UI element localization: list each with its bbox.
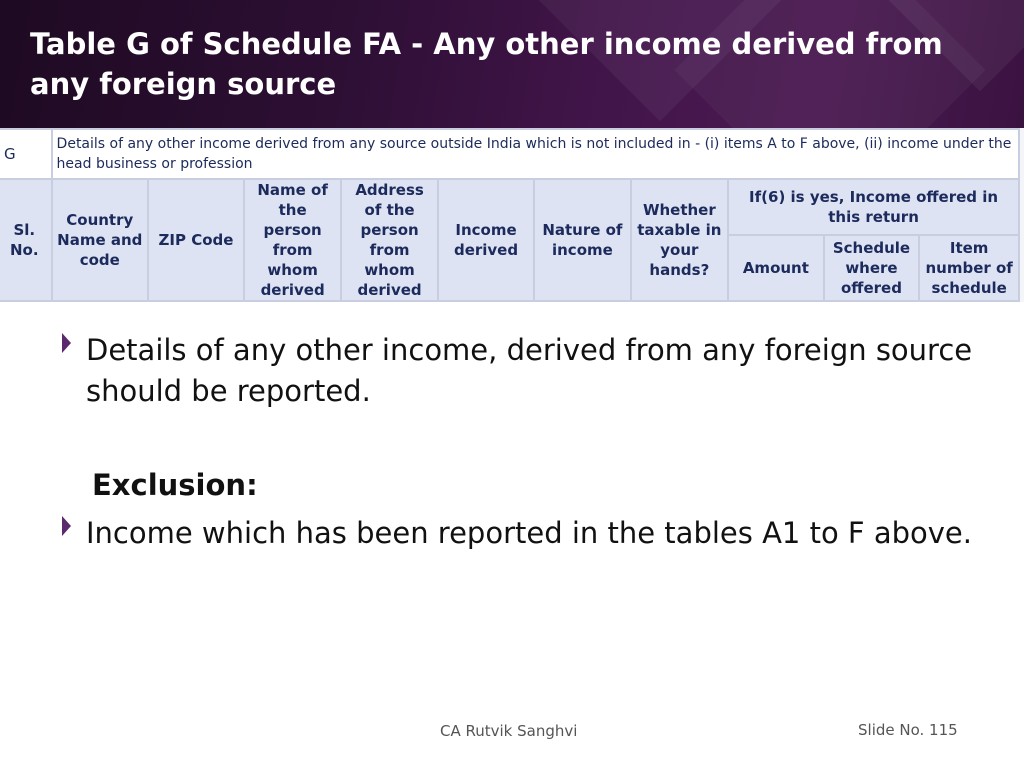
slide-number: Slide No. 115	[858, 721, 958, 739]
slide-title: Table G of Schedule FA - Any other income derived from any foreign source	[30, 27, 943, 101]
bullet-item	[58, 513, 978, 554]
bullet-item	[58, 330, 978, 412]
bullet-text: Details of any other income, derived from any foreign source should be reported.	[86, 333, 973, 408]
footer-author: CA Rutvik Sanghvi	[440, 722, 578, 740]
schedule-fa-table-g-image	[0, 128, 1024, 302]
col-header-item-number: Item number of schedule	[919, 235, 1019, 301]
slide-body	[58, 330, 978, 554]
col-header-schedule-offered: Schedule where offered	[824, 235, 920, 301]
col-header-person-address: Address of the person from whom derived	[341, 179, 438, 301]
slide-header	[0, 0, 1024, 128]
table-row	[0, 301, 1019, 302]
col-header-income-derived: Income derived	[438, 179, 534, 301]
col-group-header-income-offered: If(6) is yes, Income offered in this return	[728, 179, 1019, 235]
col-header-person-name: Name of the person from whom derived	[244, 179, 341, 301]
col-header-country: Country Name and code	[52, 179, 148, 301]
col-header-sl-no: Sl. No.	[0, 179, 52, 301]
table-row-label: G	[0, 129, 52, 179]
bullet-arrow-icon	[62, 516, 71, 536]
schedule-fa-table	[0, 128, 1020, 302]
col-header-taxable: Whether taxable in your hands?	[631, 179, 729, 301]
col-header-amount: Amount	[728, 235, 823, 301]
col-header-nature-of-income: Nature of income	[534, 179, 630, 301]
table-description: Details of any other income derived from any source outside India which is not included in - (i) items A to F above, (ii) income under the head business or profession	[52, 129, 1019, 179]
exclusion-heading: Exclusion:	[92, 468, 258, 502]
col-header-zip: ZIP Code	[148, 179, 244, 301]
bullet-arrow-icon	[62, 333, 71, 353]
bullet-text: Income which has been reported in the tables A1 to F above.	[86, 516, 972, 550]
